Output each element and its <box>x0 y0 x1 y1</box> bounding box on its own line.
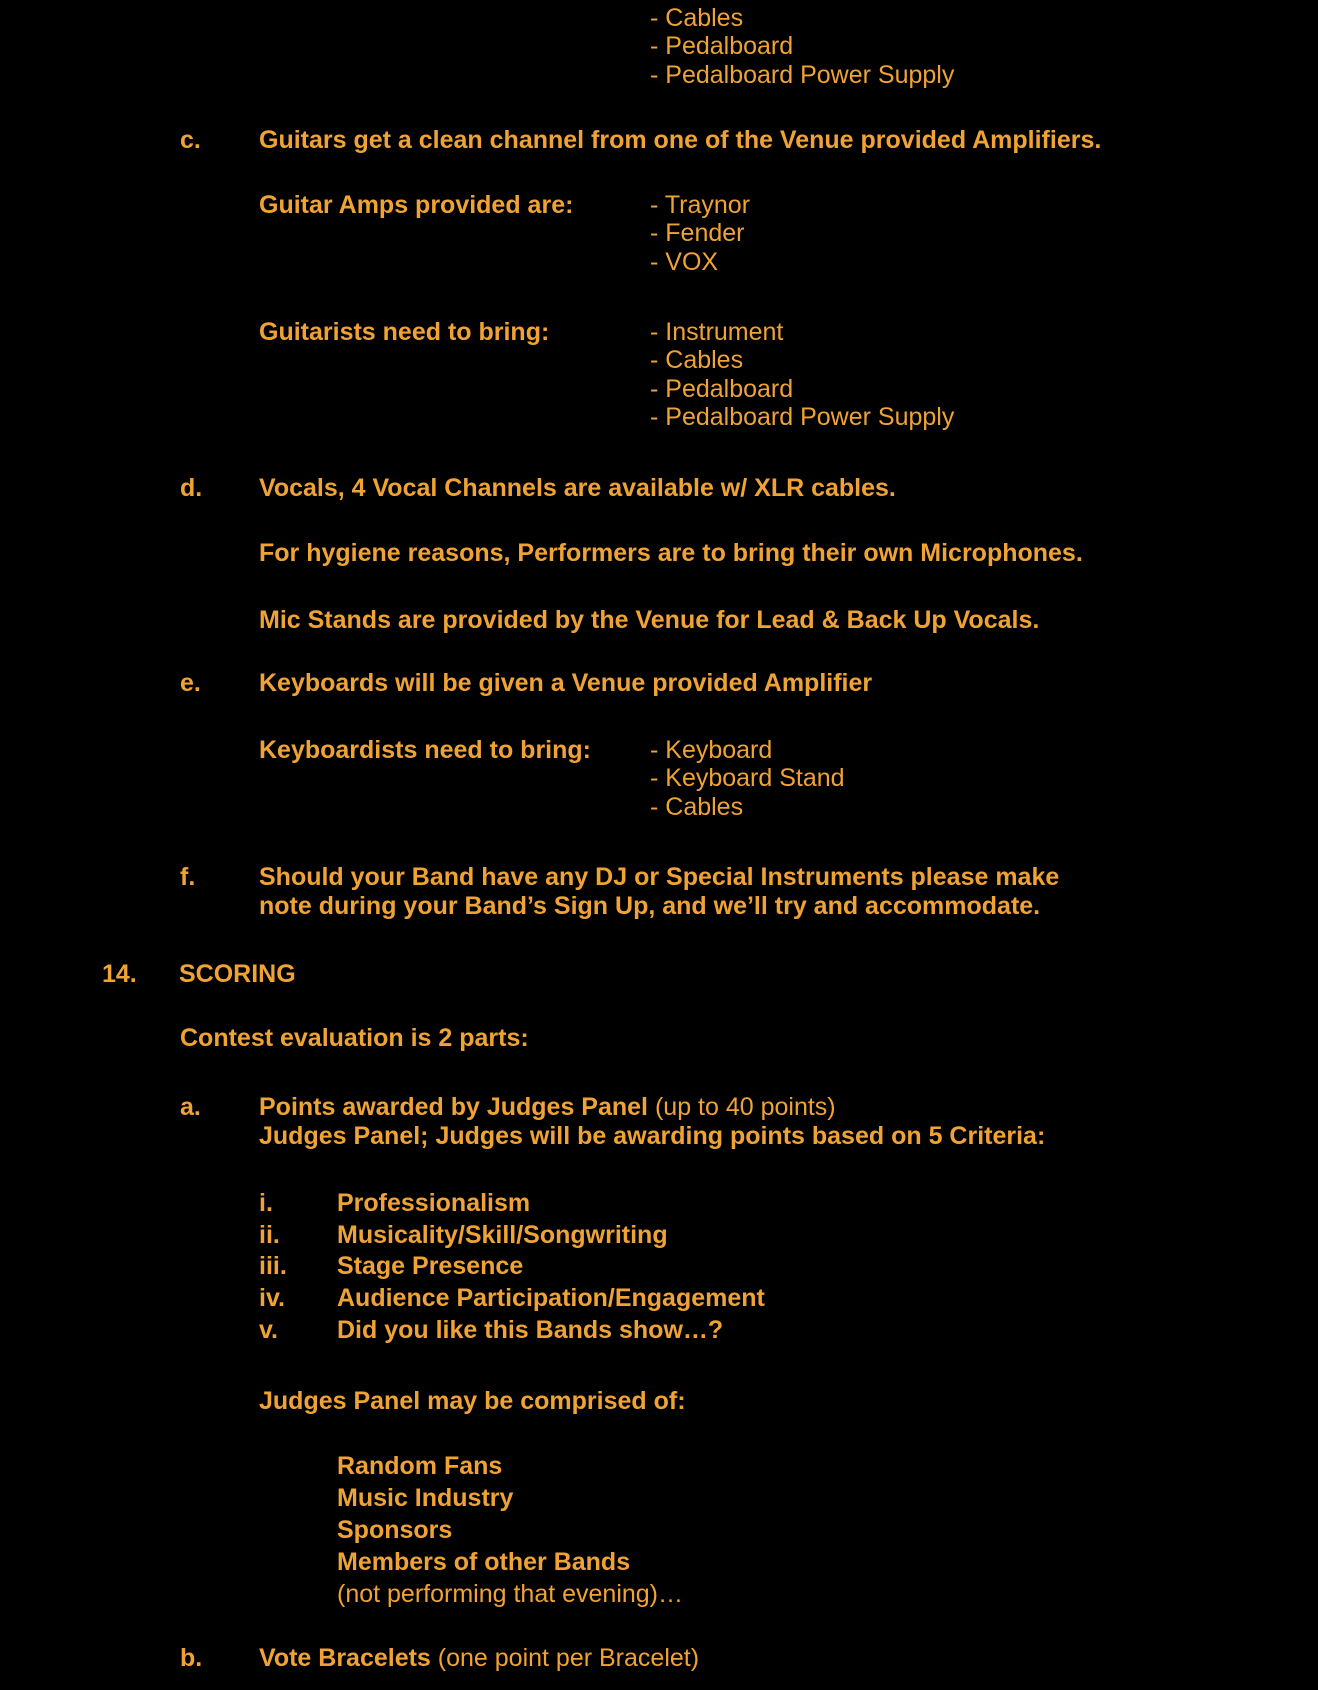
panel-member-text: Music Industry <box>337 1484 514 1512</box>
clause-label: d. <box>180 474 203 502</box>
clause-f-line-2-seg <box>259 892 1040 921</box>
clause-f-line-1 <box>0 863 1318 892</box>
clause-f-line-1-seg <box>259 863 1059 892</box>
clause-f-line-1-seg <box>180 863 195 892</box>
keyboard-list-item-cables-seg <box>650 793 743 822</box>
section-14-heading-seg <box>179 960 296 989</box>
dash-list-item-text: - Pedalboard <box>650 375 794 403</box>
clause-d-seg <box>259 474 896 503</box>
clause-text: Points awarded by Judges Panel <box>259 1093 649 1121</box>
guitarist-list-item-cables <box>0 346 1318 375</box>
clause-b-seg <box>180 1644 202 1673</box>
panel-member-text: Members of other Bands <box>337 1548 631 1576</box>
criteria-item-i-seg <box>337 1189 530 1218</box>
roman-label: iii. <box>259 1252 287 1280</box>
criteria-text: Audience Participation/Engagement <box>337 1284 765 1312</box>
panel-member-other-bands-seg <box>337 1548 630 1577</box>
panel-member-random-fans <box>0 1452 1318 1481</box>
panel-member-text: Random Fans <box>337 1452 503 1480</box>
guitarist-list-item-pedalboard-seg <box>650 375 793 404</box>
panel-member-note <box>0 1580 1318 1609</box>
amp-list-item-vox-seg <box>650 248 718 277</box>
criteria-text: Stage Presence <box>337 1252 524 1280</box>
clause-d <box>0 474 1318 503</box>
clause-label: b. <box>180 1644 203 1672</box>
criteria-item-iii-seg <box>259 1252 287 1281</box>
panel-member-text: Sponsors <box>337 1516 453 1544</box>
dash-list-item-text: - Cables <box>650 346 744 374</box>
clause-f-line-2 <box>0 892 1318 921</box>
keyboard-list-item-stand-seg <box>650 764 845 793</box>
clause-c-seg <box>180 126 201 155</box>
keyboardists-bring-row-seg <box>259 736 591 765</box>
clause-text: Judges Panel; Judges will be awarding points based on 5 Criteria: <box>259 1122 1046 1150</box>
clause-a-line-1 <box>0 1093 1318 1122</box>
guitarist-list-item-pedalboard <box>0 375 1318 404</box>
inline-heading: Guitar Amps provided are: <box>259 191 574 219</box>
panel-member-other-bands <box>0 1548 1318 1577</box>
roman-label: i. <box>259 1189 273 1217</box>
clause-a-line-2-seg <box>259 1122 1045 1151</box>
dash-list-item-text: - Fender <box>650 219 745 247</box>
guitarists-bring-row <box>0 318 1318 347</box>
criteria-item-ii-seg <box>259 1221 280 1250</box>
clause-label: c. <box>180 126 201 154</box>
section-14-heading-seg <box>102 960 137 989</box>
dash-list-item-text: - Cables <box>650 793 744 821</box>
roman-label: v. <box>259 1316 278 1344</box>
clause-a-line-2 <box>0 1122 1318 1151</box>
guitarists-bring-row-seg <box>259 318 549 347</box>
clause-b <box>0 1644 1318 1673</box>
criteria-text: Musicality/Skill/Songwriting <box>337 1221 668 1249</box>
paragraph-text: Mic Stands are provided by the Venue for Lead & Back Up Vocals. <box>259 606 1040 634</box>
guitar-amps-provided-row-seg <box>259 191 573 220</box>
clause-text: Vocals, 4 Vocal Channels are available w/ XLR cables. <box>259 474 896 502</box>
guitarists-bring-row-seg <box>650 318 783 347</box>
dash-list-item-text: - VOX <box>650 248 719 276</box>
paragraph-text: For hygiene reasons, Performers are to bring their own Microphones. <box>259 539 1083 567</box>
section-title: SCORING <box>179 960 296 988</box>
guitar-amps-provided-row <box>0 191 1318 220</box>
contest-evaluation-note-seg <box>180 1024 529 1053</box>
panel-member-sponsors-seg <box>337 1516 452 1545</box>
clause-a-line-1-seg <box>180 1093 201 1122</box>
amp-list-item-fender <box>0 219 1318 248</box>
contest-evaluation-note <box>0 1024 1318 1053</box>
clause-e <box>0 669 1318 698</box>
clause-text-note: (one point per Bracelet) <box>430 1644 700 1672</box>
guitarist-list-item-cables-seg <box>650 346 743 375</box>
dash-list-item-text: - Pedalboard Power Supply <box>650 403 955 431</box>
clause-d-seg <box>180 474 202 503</box>
roman-label: ii. <box>259 1221 280 1249</box>
clause-text: Vote Bracelets <box>259 1644 431 1672</box>
clause-b-seg <box>259 1644 699 1673</box>
clause-label: e. <box>180 669 201 697</box>
drummer-list-item-power <box>0 61 1318 90</box>
criteria-item-ii-seg <box>337 1221 668 1250</box>
clause-c <box>0 126 1318 155</box>
criteria-item-v <box>0 1316 1318 1345</box>
criteria-item-v-seg <box>259 1316 278 1345</box>
drummer-list-item-cables-seg <box>650 4 743 33</box>
roman-label: iv. <box>259 1284 285 1312</box>
criteria-text: Professionalism <box>337 1189 531 1217</box>
clause-text: note during your Band’s Sign Up, and we’ll try and accommodate. <box>259 892 1041 920</box>
amp-list-item-fender-seg <box>650 219 744 248</box>
dash-list-item-text: - Pedalboard <box>650 32 794 60</box>
criteria-item-ii <box>0 1221 1318 1250</box>
criteria-text: Did you like this Bands show…? <box>337 1316 724 1344</box>
clause-text-note: (up to 40 points) <box>648 1093 836 1121</box>
guitarist-list-item-power <box>0 403 1318 432</box>
mic-stands-note-seg <box>259 606 1039 635</box>
drummer-list-item-pedalboard <box>0 32 1318 61</box>
keyboard-list-item-stand <box>0 764 1318 793</box>
clause-label: f. <box>180 863 196 891</box>
panel-member-sponsors <box>0 1516 1318 1545</box>
clause-label: a. <box>180 1093 201 1121</box>
paragraph-text: Judges Panel may be comprised of: <box>259 1387 686 1415</box>
dash-list-item-text: - Instrument <box>650 318 784 346</box>
judges-panel-heading <box>0 1387 1318 1416</box>
clause-text: Should your Band have any DJ or Special Instruments please make <box>259 863 1060 891</box>
keyboardists-bring-row-seg <box>650 736 772 765</box>
criteria-item-iv-seg <box>259 1284 285 1313</box>
dash-list-item-text: - Traynor <box>650 191 751 219</box>
criteria-item-iii <box>0 1252 1318 1281</box>
dash-list-item-text: - Cables <box>650 4 744 32</box>
paragraph-text: Contest evaluation is 2 parts: <box>180 1024 529 1052</box>
hygiene-note-seg <box>259 539 1083 568</box>
clause-a-line-1-seg <box>259 1093 836 1122</box>
inline-heading: Keyboardists need to bring: <box>259 736 591 764</box>
panel-member-music-industry <box>0 1484 1318 1513</box>
criteria-item-v-seg <box>337 1316 723 1345</box>
dash-list-item-text: - Pedalboard Power Supply <box>650 61 955 89</box>
panel-member-random-fans-seg <box>337 1452 502 1481</box>
criteria-item-i <box>0 1189 1318 1218</box>
mic-stands-note <box>0 606 1318 635</box>
dash-list-item-text: - Keyboard Stand <box>650 764 845 792</box>
judges-panel-heading-seg <box>259 1387 686 1416</box>
keyboard-list-item-cables <box>0 793 1318 822</box>
criteria-item-iii-seg <box>337 1252 523 1281</box>
drummer-list-item-pedalboard-seg <box>650 32 793 61</box>
clause-e-seg <box>259 669 872 698</box>
panel-member-note-seg <box>337 1580 683 1609</box>
clause-e-seg <box>180 669 201 698</box>
keyboardists-bring-row <box>0 736 1318 765</box>
inline-heading: Guitarists need to bring: <box>259 318 550 346</box>
criteria-item-iv <box>0 1284 1318 1313</box>
guitar-amps-provided-row-seg <box>650 191 750 220</box>
panel-member-note-text: (not performing that evening)… <box>337 1580 684 1608</box>
criteria-item-iv-seg <box>337 1284 765 1313</box>
drummer-list-item-power-seg <box>650 61 954 90</box>
section-14-heading <box>0 960 1318 989</box>
drummer-list-item-cables <box>0 4 1318 33</box>
guitarist-list-item-power-seg <box>650 403 954 432</box>
criteria-item-i-seg <box>259 1189 273 1218</box>
hygiene-note <box>0 539 1318 568</box>
dash-list-item-text: - Keyboard <box>650 736 773 764</box>
section-number: 14. <box>102 960 137 988</box>
clause-text: Guitars get a clean channel from one of the Venue provided Amplifiers. <box>259 126 1102 154</box>
amp-list-item-vox <box>0 248 1318 277</box>
clause-text: Keyboards will be given a Venue provided Amplifier <box>259 669 873 697</box>
clause-c-seg <box>259 126 1101 155</box>
panel-member-music-industry-seg <box>337 1484 513 1513</box>
